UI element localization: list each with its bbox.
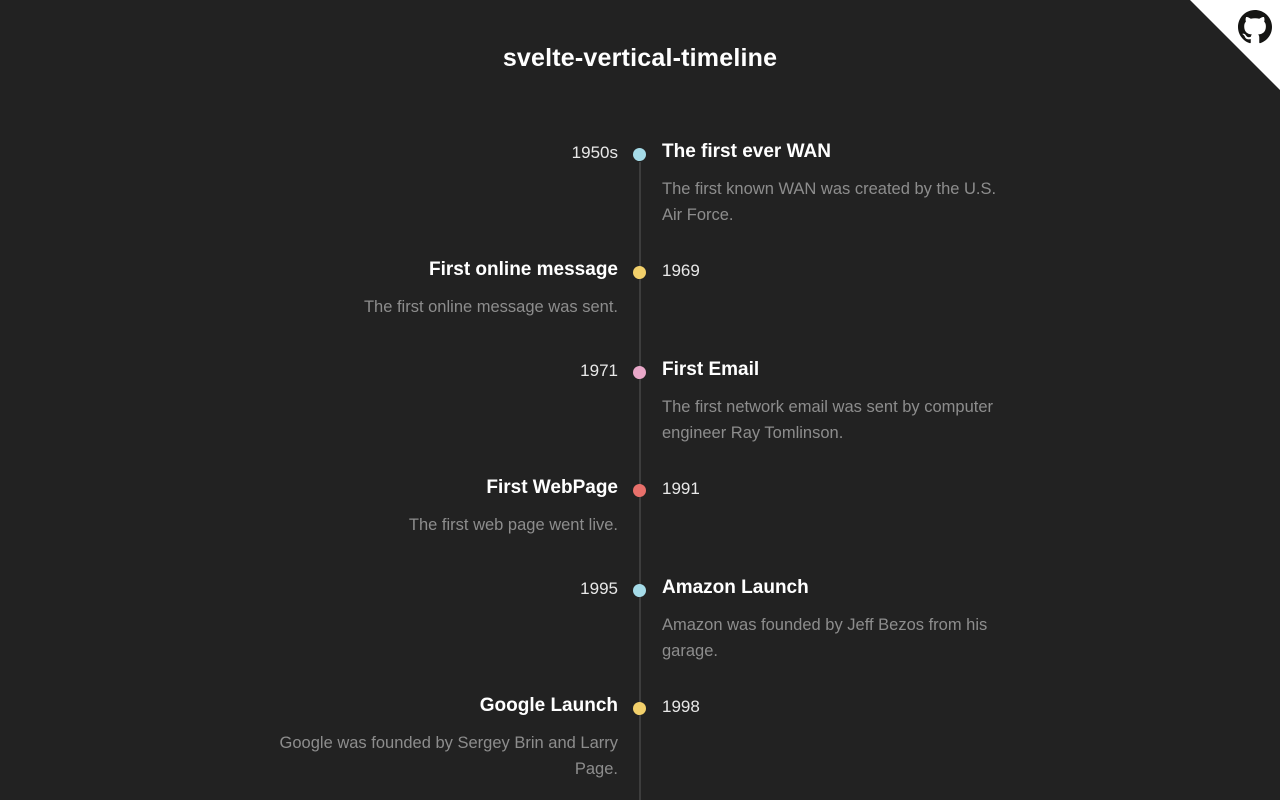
- timeline-dot: [633, 266, 646, 279]
- timeline-item-header: [0, 682, 1280, 726]
- timeline-item-date: 1969: [662, 261, 700, 280]
- timeline-item-header: [0, 464, 1280, 508]
- timeline-item-title: First WebPage: [486, 477, 618, 498]
- timeline-item-header: [0, 128, 1280, 172]
- timeline-item[interactable]: [0, 564, 1280, 682]
- timeline-item-description: The first online message was sent.: [363, 298, 618, 316]
- timeline-dot: [633, 366, 646, 379]
- timeline-item-header: [0, 246, 1280, 290]
- timeline-item-description: The first known WAN was created by the U.S. Air Force.: [662, 180, 997, 224]
- timeline-item[interactable]: [0, 464, 1280, 564]
- timeline-item[interactable]: [0, 346, 1280, 464]
- timeline-dot: [633, 148, 646, 161]
- timeline-item[interactable]: [0, 246, 1280, 346]
- timeline-item-date: 1991: [662, 479, 700, 498]
- timeline-item-header: [0, 564, 1280, 608]
- timeline-item-header: [0, 346, 1280, 390]
- timeline-dot: [633, 584, 646, 597]
- timeline-dot: [633, 702, 646, 715]
- timeline-item-date: 1998: [662, 697, 700, 716]
- timeline-item-date: 1950s: [571, 143, 618, 162]
- timeline-item-date: 1995: [580, 579, 618, 598]
- vertical-timeline: [0, 128, 1280, 782]
- page-title: svelte-vertical-timeline: [502, 44, 778, 72]
- timeline-item-title: The first ever WAN: [662, 141, 831, 162]
- timeline-item-title: Google Launch: [479, 695, 618, 716]
- timeline-item-description: The first network email was sent by computer engineer Ray Tomlinson.: [662, 398, 994, 442]
- timeline-item[interactable]: [0, 128, 1280, 246]
- timeline-item-title: First online message: [428, 259, 618, 280]
- timeline-item-title: Amazon Launch: [662, 577, 809, 598]
- timeline-dot: [633, 484, 646, 497]
- timeline-item-title: First Email: [662, 359, 760, 380]
- timeline-item[interactable]: [0, 682, 1280, 782]
- timeline-item-date: 1971: [580, 361, 618, 380]
- timeline-item-description: Amazon was founded by Jeff Bezos from his garage.: [662, 616, 988, 660]
- timeline-item-description: The first web page went live.: [408, 516, 618, 534]
- timeline-item-description: Google was founded by Sergey Brin and Larry Page.: [279, 734, 618, 778]
